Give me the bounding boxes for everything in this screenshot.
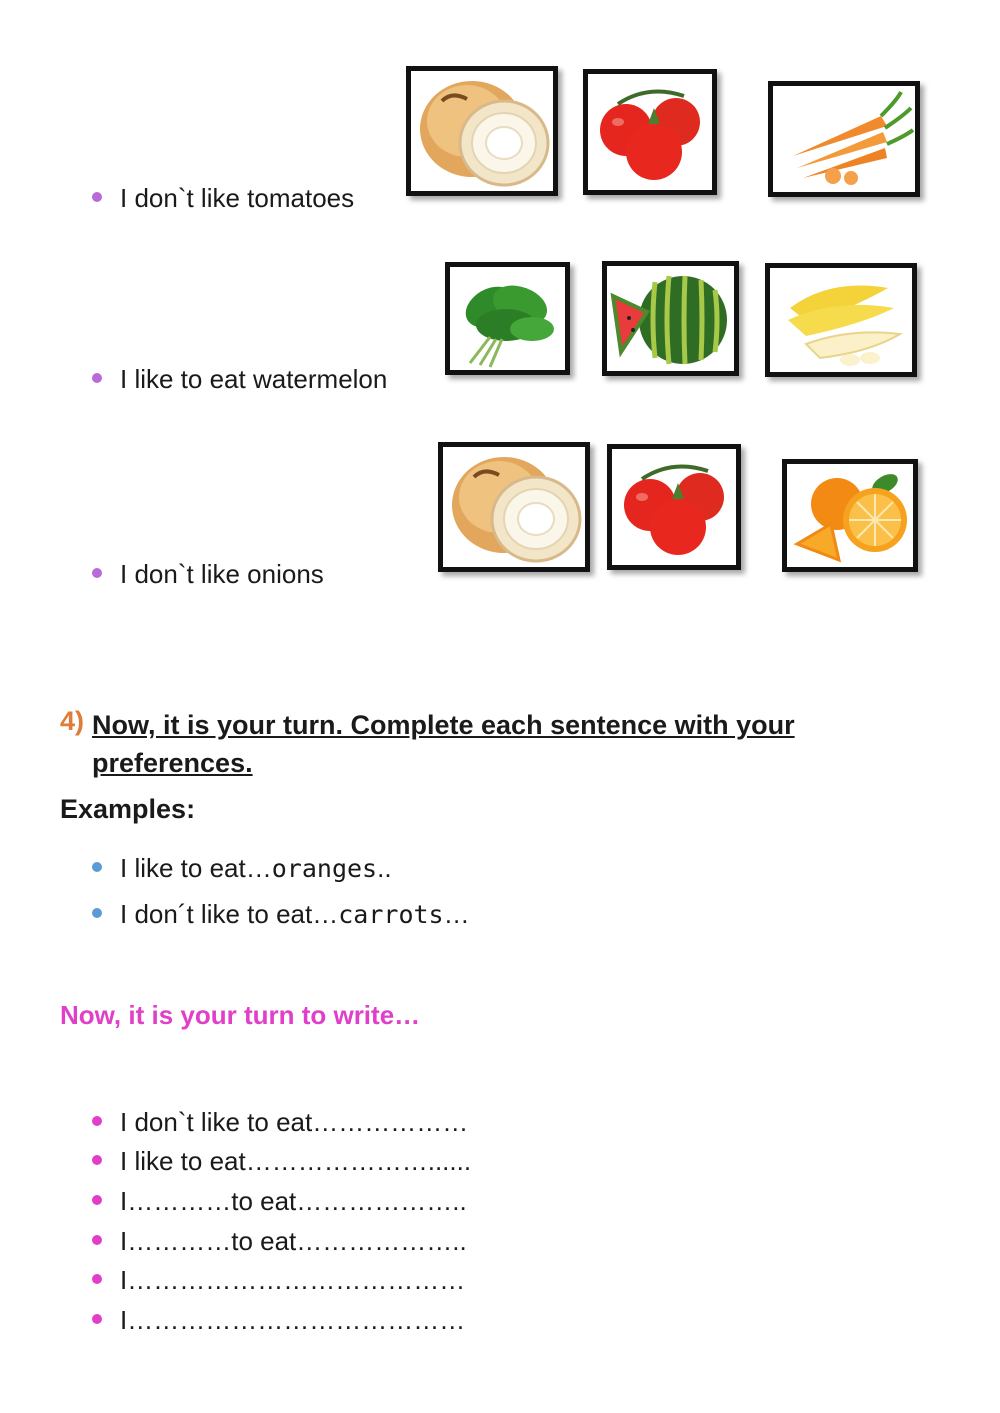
bullet-dot	[92, 862, 102, 872]
bullet-dot	[92, 1274, 102, 1284]
bullet-dot	[92, 568, 102, 578]
bullet-dot	[92, 1116, 102, 1126]
bullet-dot	[92, 373, 102, 383]
bullet-dot	[92, 1314, 102, 1324]
bullet-dot	[92, 1155, 102, 1165]
example-answer: oranges	[271, 854, 378, 883]
sentence-text: I like to eat watermelon	[120, 364, 388, 394]
write-prompt: Now, it is your turn to write…	[60, 1000, 421, 1030]
sentence-row-2	[92, 364, 387, 394]
spinach-image	[445, 262, 570, 375]
watermelon-image	[602, 261, 739, 376]
write-line-2[interactable]: I like to eat…………………......	[92, 1146, 471, 1176]
write-line-5[interactable]: I…………………………………	[92, 1265, 465, 1295]
sentence-text: I don`t like onions	[120, 559, 324, 589]
bullet-dot	[92, 192, 102, 202]
tomato-image	[607, 444, 741, 570]
onion-image	[406, 66, 558, 196]
sentence-row-3	[92, 559, 324, 589]
examples-label: Examples:	[60, 794, 196, 824]
write-line-1[interactable]: I don`t like to eat………………	[92, 1107, 468, 1137]
orange-image	[782, 459, 918, 572]
onion-image	[438, 442, 590, 572]
sentence-text: I don`t like tomatoes	[120, 183, 355, 213]
example-line: I don´t like to eat…carrots…	[92, 899, 470, 930]
example-answer: carrots	[338, 900, 444, 929]
section-number: 4)	[60, 706, 85, 736]
bullet-dot	[92, 1235, 102, 1245]
example-line: I like to eat…oranges..	[92, 853, 392, 884]
write-line-3[interactable]: I…………to eat………………..	[92, 1186, 467, 1216]
bullet-dot	[92, 908, 102, 918]
tomato-image	[583, 69, 717, 195]
write-line-6[interactable]: I…………………………………	[92, 1305, 465, 1335]
sentence-row-1	[92, 183, 354, 213]
section-title: Now, it is your turn. Complete each sentence with your preferences.	[92, 710, 795, 778]
banana-image	[765, 263, 917, 377]
bullet-dot	[92, 1195, 102, 1205]
carrot-image	[768, 81, 920, 197]
write-line-4[interactable]: I…………to eat………………..	[92, 1226, 467, 1256]
